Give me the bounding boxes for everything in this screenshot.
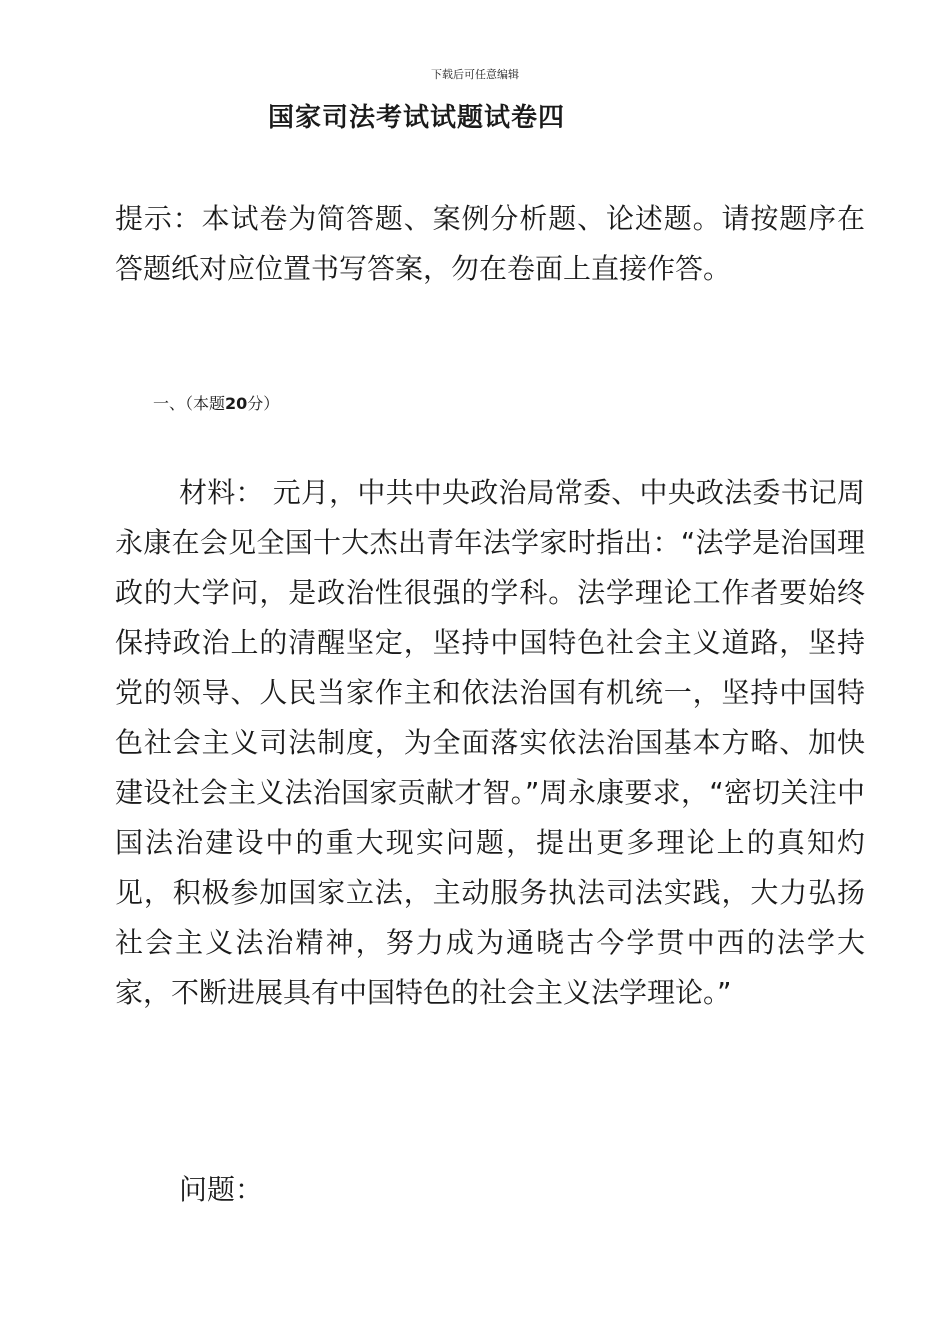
section-prefix: 一、（本题 — [153, 394, 226, 413]
section-heading — [153, 392, 279, 416]
header-note: 下载后可任意编辑 — [431, 68, 519, 81]
material-paragraph: 材料： 元月，中共中央政治局常委、中央政法委书记周永康在会见全国十大杰出青年法学家时指出：“法学是治国理政的大学问，是政治性很强的学科。法学理论工作者要始终保持政治上的清醒坚定，坚持中国特色社会主义道路，坚持党的领导、人民当家作主和依法治国有机统一，坚持中国特色社会主义司法制度，为全面落实依法治国基本方略、加快建设社会主义法治国家贡献才智。”周永康要求，“密切关注中国法治建设中的重大现实问题，提出更多理论上的真知灼见，积极参加国家立法，主动服务执法司法实践，大力弘扬社会主义法治精神，努力成为通晓古今学贯中西的法学大家，不断进展具有中国特色的社会主义法学理论。” — [115, 476, 865, 1009]
section-points: 20 — [225, 394, 248, 413]
document-title: 国家司法考试试题试卷四 — [268, 103, 566, 133]
exam-notice: 提示：本试卷为简答题、案例分析题、论述题。请按题序在答题纸对应位置书写答案，勿在卷面上直接作答。 — [115, 202, 865, 285]
section-suffix: 分） — [247, 394, 280, 413]
question-label: 问题： — [179, 1173, 264, 1206]
